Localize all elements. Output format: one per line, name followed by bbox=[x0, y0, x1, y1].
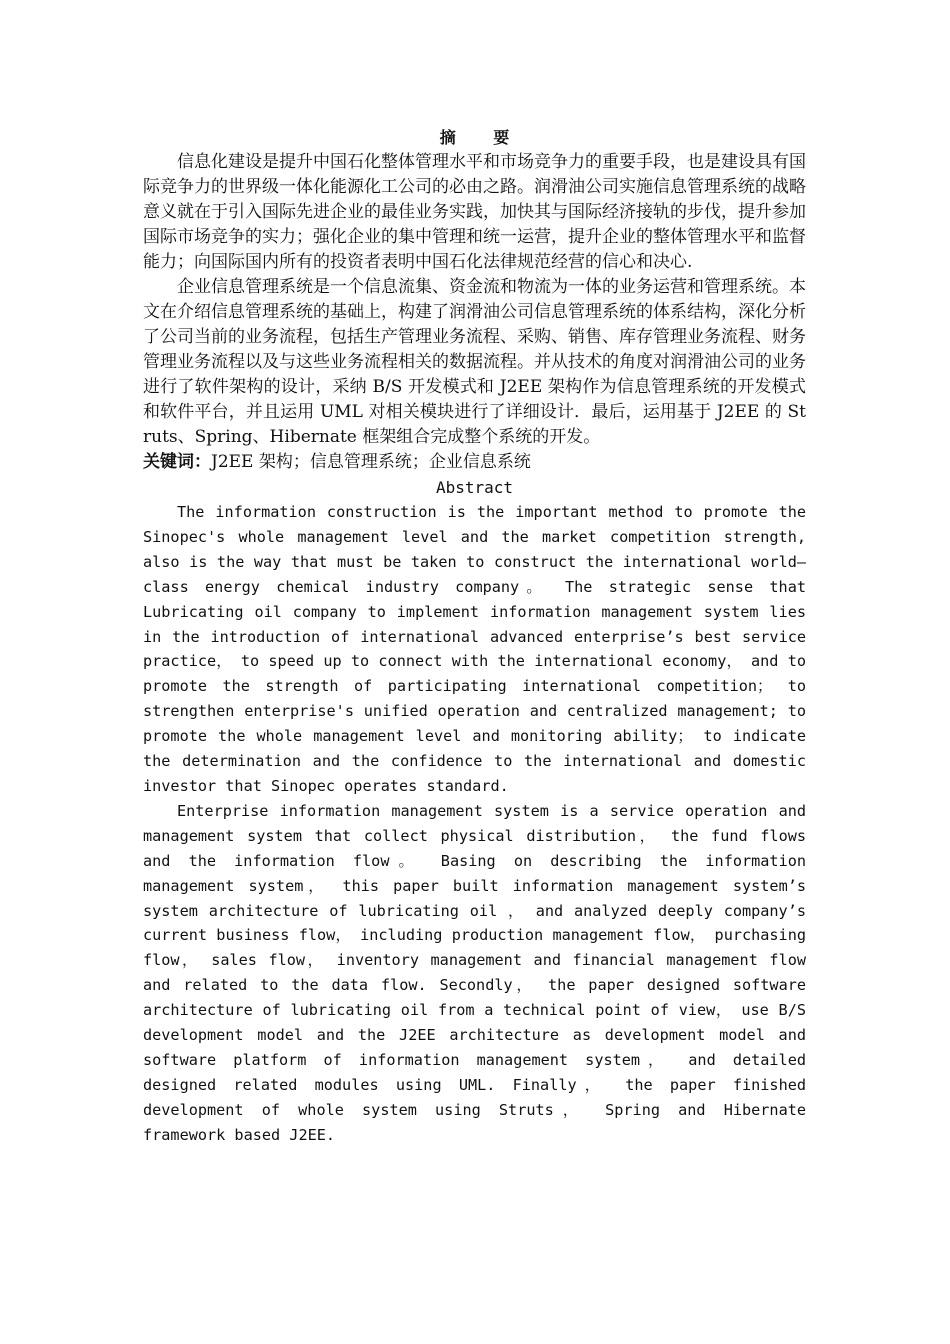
keywords-text: J2EE 架构；信息管理系统；企业信息系统 bbox=[211, 452, 531, 472]
english-abstract-paragraph-2: Enterprise information management system is a service operation and management system that collect physical distribution， the fund flows and the information flow。 Basing on describing the information management system， this paper built information management system’s system architecture of lubricating oil ， and analyzed deeply company’s current business flow， including production management flow， purchasing flow， sales flow， inventory management and financial management flow and related to the data flow. Secondly， the paper designed software architecture of lubricating oil from a technical point of view， use B/S development model and the J2EE architecture as development model and software platform of information management system， and detailed designed related modules using UML. Finally， the paper finished development of whole system using Struts， Spring and Hibernate framework based J2EE. bbox=[143, 801, 806, 1144]
english-abstract-title: Abstract bbox=[435, 478, 514, 497]
keywords-label: 关键词： bbox=[143, 452, 211, 472]
keywords-line bbox=[143, 450, 806, 475]
chinese-abstract-title: 摘 要 bbox=[439, 128, 526, 147]
chinese-abstract-paragraph-2: 企业信息管理系统是一个信息流集、资金流和物流为一体的业务运营和管理系统。本文在介绍信息管理系统的基础上，构建了润滑油公司信息管理系统的体系结构，深化分析了公司当前的业务流程，包括生产管理业务流程、采购、销售、库存管理业务流程、财务管理业务流程以及与这些业务流程相关的数据流程。并从技术的角度对润滑油公司的业务进行了软件架构的设计，采纳 B/S 开发模式和 J2EE 架构作为信息管理系统的开发模式和软件平台，并且运用 UML 对相关模块进行了详细设计．最后，运用基于 J2EE 的 Struts、Spring、Hibernate 框架组合完成整个系统的开发。 bbox=[143, 277, 806, 447]
english-abstract-paragraph-1: The information construction is the important method to promote the Sinopec's whole management level and the market competition strength, also is the way that must be taken to construct the international world—class energy chemical industry company。 The strategic sense that Lubricating oil company to implement information management system lies in the introduction of international advanced enterprise’s best service practice， to speed up to connect with the international economy， and to promote the strength of participating international competition； to strengthen enterprise's unified operation and centralized management; to promote the whole management level and monitoring ability； to indicate the determination and the confidence to the international and domestic investor that Sinopec operates standard. bbox=[143, 503, 806, 795]
document-page bbox=[143, 126, 806, 1148]
chinese-abstract-paragraph-1: 信息化建设是提升中国石化整体管理水平和市场竞争力的重要手段，也是建设具有国际竞争力的世界级一体化能源化工公司的必由之路。润滑油公司实施信息管理系统的战略意义就在于引入国际先进企业的最佳业务实践，加快其与国际经济接轨的步伐，提升参加国际市场竞争的实力；强化企业的集中管理和统一运营，提升企业的整体管理水平和监督能力；向国际国内所有的投资者表明中国石化法律规范经营的信心和决心. bbox=[143, 152, 806, 272]
